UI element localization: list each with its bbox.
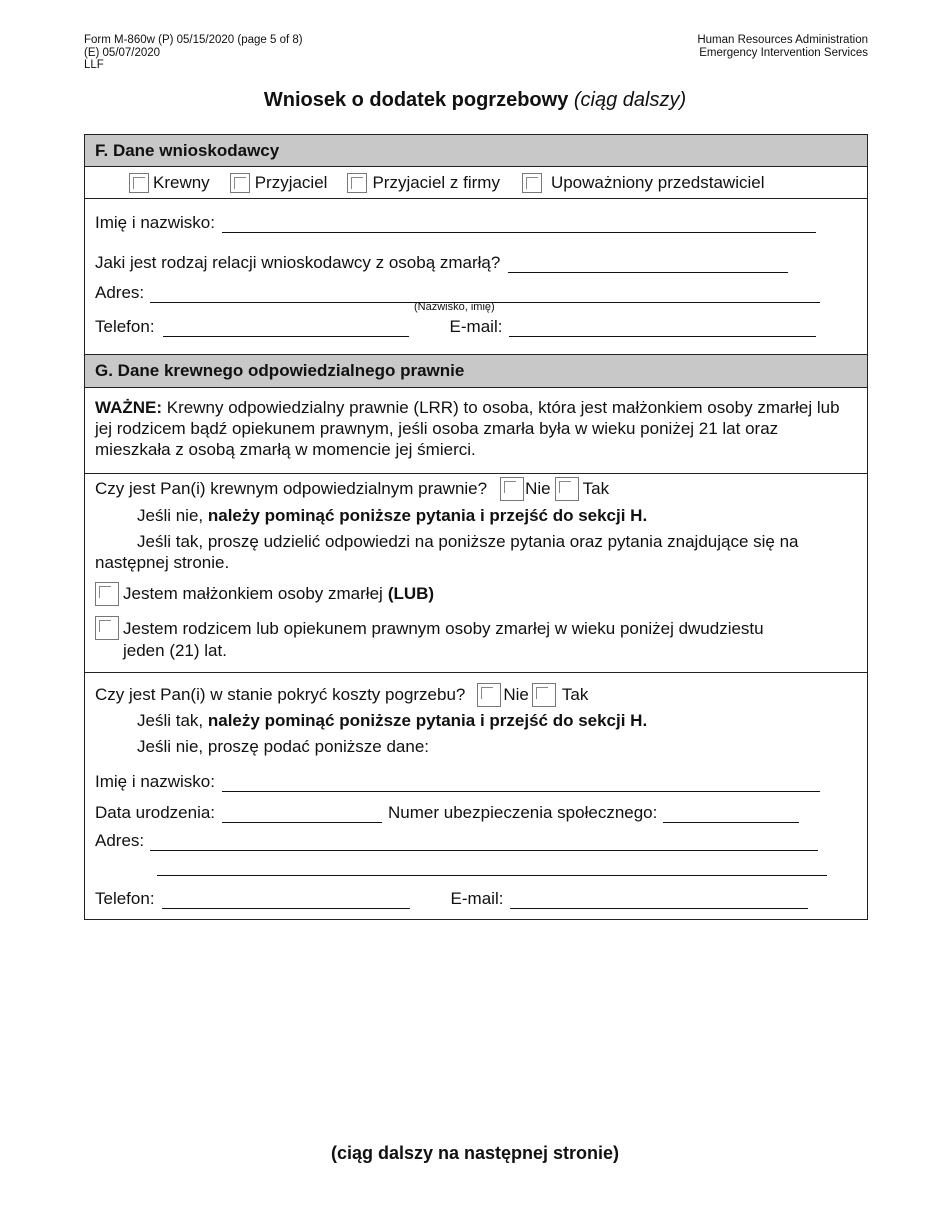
funeral-cost-no-label: Nie xyxy=(503,685,529,704)
form-id-line: Form M-860w (P) 05/15/2020 (page 5 of 8) xyxy=(84,34,303,46)
page-title-suffix: (ciąg dalszy) xyxy=(573,89,687,111)
funeral-cost-skip-text: należy pominąć poniższe pytania i przejść do sekcji H. xyxy=(207,711,648,730)
lrr-name-field[interactable] xyxy=(222,775,820,792)
agency-division: Emergency Intervention Services xyxy=(699,46,868,59)
important-text: Krewny odpowiedzialny prawnie (LRR) to osoba, która jest małżonkiem osoby zmarłej lub jej rodzicem bądź opiekunem prawnym, jeśli osoba zmarła była w wieku poniżej 21 lat oraz mieszkała z osobą zmarłą w momencie jej śmierci. xyxy=(95,398,840,459)
page-title xyxy=(0,89,950,112)
application-form xyxy=(84,134,868,920)
lrr-email-field[interactable] xyxy=(510,892,808,909)
lrr-address-field-line-2[interactable] xyxy=(157,859,827,876)
funeral-cost-yes-checkbox[interactable] xyxy=(532,683,556,707)
business-friend-option-label: Przyjaciel z firmy xyxy=(372,172,500,192)
applicant-email-field[interactable] xyxy=(509,320,816,337)
lrr-if-no-instruction xyxy=(137,506,647,526)
relative-checkbox[interactable] xyxy=(129,173,149,193)
important-note xyxy=(85,388,867,474)
lrr-phone-label: Telefon: xyxy=(95,889,155,908)
form-language-line: LLF xyxy=(84,59,104,71)
lrr-if-yes-instruction: Jeśli tak, proszę udzielić odpowiedzi na poniższe pytania oraz pytania znajdujące się na następnej stronie. xyxy=(95,532,799,572)
spouse-row xyxy=(95,582,434,606)
business-friend-checkbox[interactable] xyxy=(347,173,367,193)
agency-name: Human Resources Administration xyxy=(697,34,868,46)
applicant-address-field[interactable] xyxy=(150,286,820,303)
lrr-dob-label: Data urodzenia: xyxy=(95,803,216,822)
lrr-if-no-prefix: Jeśli nie, xyxy=(137,506,204,525)
applicant-phone-label: Telefon: xyxy=(95,317,155,336)
applicant-details xyxy=(85,199,867,355)
lrr-yes-checkbox[interactable] xyxy=(555,477,579,501)
lrr-name-label: Imię i nazwisko: xyxy=(95,772,215,791)
applicant-name-row xyxy=(85,213,867,233)
section-f-heading: F. Dane wnioskodawcy xyxy=(85,135,867,167)
lrr-address-row xyxy=(85,831,867,851)
agency-block xyxy=(697,34,868,59)
spouse-checkbox[interactable] xyxy=(95,582,119,606)
applicant-name-hint: (Nazwisko, imię) xyxy=(414,301,495,313)
lrr-question-block xyxy=(85,474,867,673)
funeral-cost-block xyxy=(85,673,867,919)
authorized-representative-option-label: Upoważniony przedstawiciel xyxy=(550,172,765,192)
lrr-email-label: E-mail: xyxy=(450,889,504,908)
parent-text-line-1: Jestem rodzicem lub opiekunem prawnym osoby zmarłej w wieku poniżej dwudziestu xyxy=(123,618,764,638)
friend-checkbox[interactable] xyxy=(230,173,250,193)
applicant-address-row xyxy=(85,283,867,303)
important-label: WAŻNE: xyxy=(95,398,163,417)
authorized-representative-checkbox[interactable] xyxy=(522,173,542,193)
spouse-or: (LUB) xyxy=(387,584,435,603)
parent-checkbox[interactable] xyxy=(95,616,119,640)
lrr-address-field[interactable] xyxy=(150,834,818,851)
funeral-cost-yes-label: Tak xyxy=(561,685,589,704)
relation-row xyxy=(85,253,867,273)
lrr-contact-row xyxy=(85,889,867,909)
lrr-ssn-label: Numer ubezpieczenia społecznego: xyxy=(388,803,658,822)
section-g-heading: G. Dane krewnego odpowiedzialnego prawnie xyxy=(85,355,867,388)
form-edition-line: (E) 05/07/2020 xyxy=(84,46,161,59)
spouse-text: Jestem małżonkiem osoby zmarłej xyxy=(123,584,383,603)
lrr-phone-field[interactable] xyxy=(162,892,410,909)
applicant-phone-field[interactable] xyxy=(163,320,409,337)
lrr-name-row xyxy=(85,772,867,792)
friend-option-label: Przyjaciel xyxy=(254,172,328,192)
relation-label: Jaki jest rodzaj relacji wnioskodawcy z osobą zmarłą? xyxy=(95,253,501,272)
applicant-type-options xyxy=(85,167,867,199)
parent-text-line-2: jeden (21) lat. xyxy=(123,641,227,660)
lrr-dob-ssn-row xyxy=(85,803,867,823)
applicant-name-field[interactable] xyxy=(222,216,816,233)
applicant-address-label: Adres: xyxy=(95,283,145,302)
applicant-contact-row xyxy=(85,317,867,337)
lrr-no-label: Nie xyxy=(525,479,551,498)
lrr-yes-label: Tak xyxy=(582,479,610,498)
lrr-question-row xyxy=(85,477,619,501)
lrr-ssn-field[interactable] xyxy=(663,806,799,823)
lrr-question-text: Czy jest Pan(i) krewnym odpowiedzialnym prawnie? xyxy=(95,479,488,498)
lrr-dob-field[interactable] xyxy=(222,806,382,823)
lrr-skip-text: należy pominąć poniższe pytania i przejść do sekcji H. xyxy=(207,506,648,525)
lrr-no-checkbox[interactable] xyxy=(500,477,524,501)
continued-note: (ciąg dalszy na następnej stronie) xyxy=(330,1143,620,1163)
applicant-name-label: Imię i nazwisko: xyxy=(95,213,215,232)
relative-option-label: Krewny xyxy=(153,172,210,192)
lrr-address-label: Adres: xyxy=(95,831,145,850)
funeral-cost-if-yes-instruction xyxy=(137,711,647,731)
funeral-cost-question-row xyxy=(85,683,598,707)
funeral-cost-if-yes-prefix: Jeśli tak, xyxy=(137,711,204,730)
funeral-cost-question-text: Czy jest Pan(i) w stanie pokryć koszty pogrzebu? xyxy=(95,685,466,704)
funeral-cost-if-no-instruction: Jeśli nie, proszę podać poniższe dane: xyxy=(137,737,430,756)
applicant-email-label: E-mail: xyxy=(449,317,503,336)
form-id-block xyxy=(84,34,303,72)
funeral-cost-no-checkbox[interactable] xyxy=(477,683,501,707)
relation-field[interactable] xyxy=(508,256,788,273)
parent-row xyxy=(95,616,764,661)
page-title-main: Wniosek o dodatek pogrzebowy xyxy=(263,89,569,111)
